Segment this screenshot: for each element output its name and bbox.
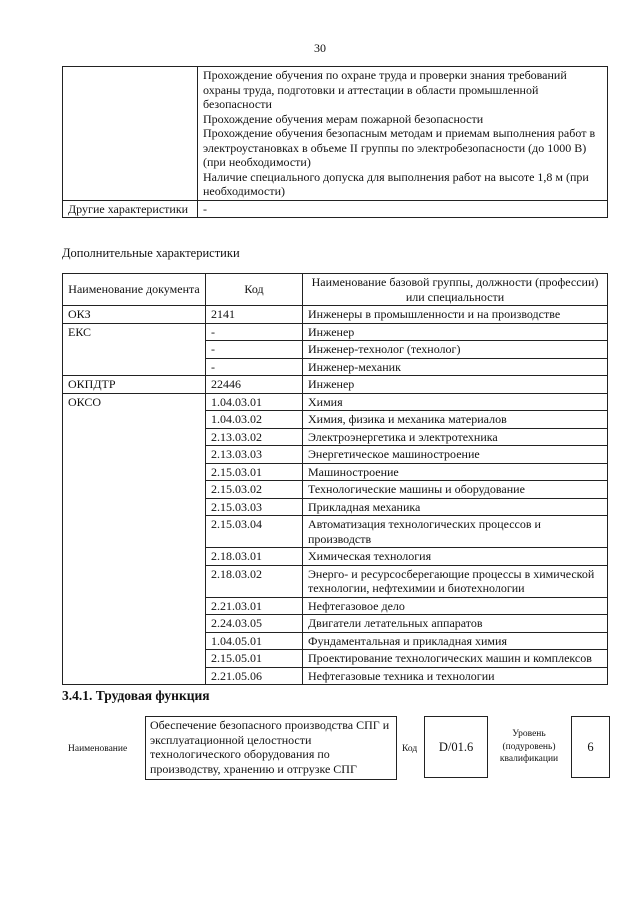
- code-cell: 2.18.03.01: [206, 548, 303, 566]
- code-cell: -: [206, 341, 303, 359]
- code-cell: 2.13.03.03: [206, 446, 303, 464]
- name-cell: Нефтегазовые техника и технологии: [303, 667, 608, 685]
- name-cell: Прикладная механика: [303, 498, 608, 516]
- code-cell: 2.15.03.04: [206, 516, 303, 548]
- code-cell: 2141: [206, 306, 303, 324]
- name-cell: Технологические машины и оборудование: [303, 481, 608, 499]
- doc-cell: ОКСО: [63, 393, 206, 685]
- code-cell: 2.15.05.01: [206, 650, 303, 668]
- name-cell: Проектирование технологических машин и комплексов: [303, 650, 608, 668]
- code-cell: 2.21.03.01: [206, 597, 303, 615]
- function-code-label: Код: [402, 744, 418, 754]
- other-characteristics-value: -: [198, 200, 608, 218]
- header-name: Наименование базовой группы, должности (профессии) или специальности: [303, 274, 608, 306]
- qualification-level-label: Уровень (подуровень) квалификации: [499, 729, 559, 764]
- requirements-table: [62, 66, 608, 218]
- function-name-value: Обеспечение безопасного производства СПГ и эксплуатационной целостности технологического оборудования по производству, хранению и отгрузке СПГ: [145, 716, 397, 780]
- name-cell: Электроэнергетика и электротехника: [303, 428, 608, 446]
- header-code: Код: [206, 274, 303, 306]
- requirements-cell: [198, 67, 608, 201]
- name-cell: Фундаментальная и прикладная химия: [303, 632, 608, 650]
- name-cell: Инженеры в промышленности и на производстве: [303, 306, 608, 324]
- code-cell: 22446: [206, 376, 303, 394]
- name-cell: Нефтегазовое дело: [303, 597, 608, 615]
- requirement-line: Прохождение обучения безопасным методам и приемам выполнения работ в электроустановках в объеме II группы по электробезопасности (до 1000 В) (при необходимости): [203, 126, 596, 169]
- doc-cell: ОКПДТР: [63, 376, 206, 394]
- name-cell: Энергетическое машиностроение: [303, 446, 608, 464]
- code-cell: 2.18.03.02: [206, 565, 303, 597]
- code-cell: 2.21.05.06: [206, 667, 303, 685]
- name-cell: Инженер-механик: [303, 358, 608, 376]
- qualification-level-value: 6: [571, 716, 610, 778]
- table-header-row: [63, 274, 608, 306]
- name-cell: Химия, физика и механика материалов: [303, 411, 608, 429]
- additional-characteristics-table: [62, 273, 608, 685]
- code-cell: 2.15.03.01: [206, 463, 303, 481]
- name-cell: Инженер: [303, 376, 608, 394]
- name-cell: Машиностроение: [303, 463, 608, 481]
- name-cell: Химия: [303, 393, 608, 411]
- code-cell: 1.04.03.02: [206, 411, 303, 429]
- table-row: [63, 67, 608, 201]
- code-cell: -: [206, 323, 303, 341]
- table-row: [63, 306, 608, 324]
- table-row: [63, 393, 608, 411]
- table-row: [63, 200, 608, 218]
- code-cell: 2.15.03.02: [206, 481, 303, 499]
- code-cell: 1.04.03.01: [206, 393, 303, 411]
- name-cell: Энерго- и ресурсосберегающие процессы в химической технологии, нефтехимии и биотехнологии: [303, 565, 608, 597]
- page-number: 30: [314, 41, 326, 55]
- table-row: [63, 376, 608, 394]
- code-cell: 2.15.03.03: [206, 498, 303, 516]
- table-cell-empty: [63, 67, 198, 201]
- function-name-label: Наименование: [68, 744, 128, 754]
- code-cell: 2.13.03.02: [206, 428, 303, 446]
- requirement-line: Прохождение обучения мерам пожарной безопасности: [203, 111, 484, 126]
- doc-cell: ЕКС: [63, 323, 206, 376]
- name-cell: Инженер-технолог (технолог): [303, 341, 608, 359]
- requirement-line: Наличие специального допуска для выполнения работ на высоте 1,8 м (при необходимости): [203, 169, 589, 198]
- requirement-line: Прохождение обучения по охране труда и проверки знания требований охраны труда, подготовки и аттестации в области промышленной безопасности: [203, 68, 567, 111]
- doc-cell: ОКЗ: [63, 306, 206, 324]
- name-cell: Инженер: [303, 323, 608, 341]
- code-cell: 1.04.05.01: [206, 632, 303, 650]
- function-code-value: D/01.6: [424, 716, 488, 778]
- name-cell: Химическая технология: [303, 548, 608, 566]
- name-cell: Двигатели летательных аппаратов: [303, 615, 608, 633]
- header-document: Наименование документа: [63, 274, 206, 306]
- code-cell: 2.24.03.05: [206, 615, 303, 633]
- other-characteristics-label: Другие характеристики: [63, 200, 198, 218]
- table-row: [63, 323, 608, 341]
- section-title: 3.4.1. Трудовая функция: [62, 688, 210, 703]
- additional-characteristics-title: Дополнительные характеристики: [62, 246, 240, 260]
- code-cell: -: [206, 358, 303, 376]
- name-cell: Автоматизация технологических процессов и производств: [303, 516, 608, 548]
